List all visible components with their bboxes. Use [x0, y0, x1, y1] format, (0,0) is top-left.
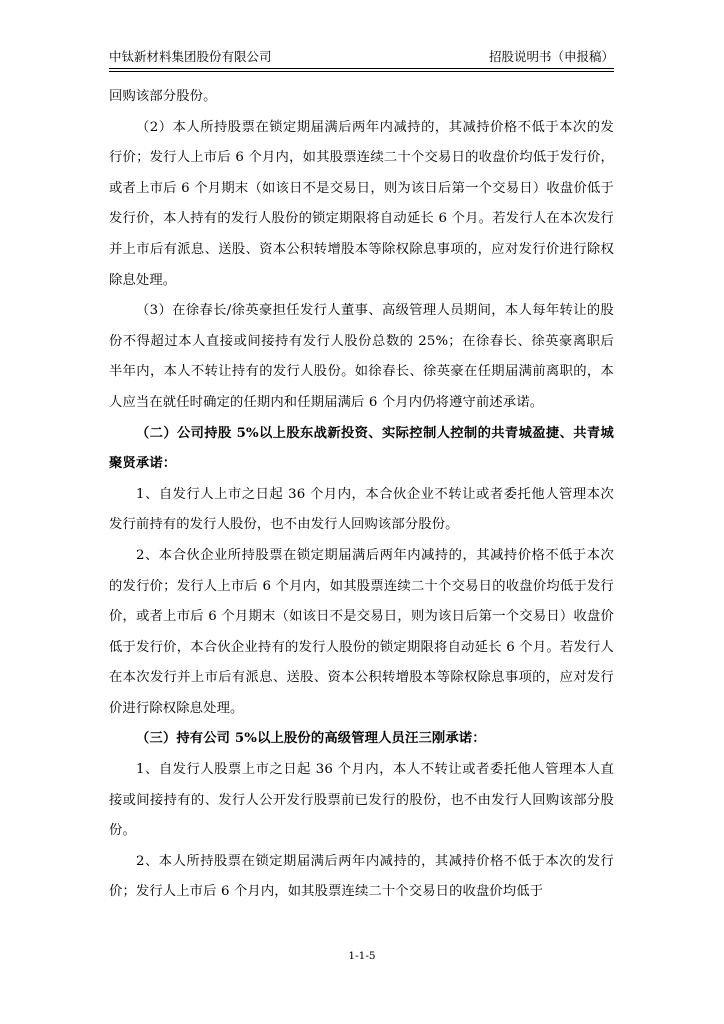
header-rule-bottom	[109, 71, 614, 72]
document-body	[109, 82, 614, 908]
page-header	[109, 48, 614, 68]
page-number: 1-1-5	[348, 950, 376, 962]
section-heading: （三）持有公司 5%以上股份的高级管理人员汪三刚承诺：	[136, 731, 486, 747]
paragraph: （2）本人所持股票在锁定期届满后两年内减持的，其减持价格不低于本次的发行价；发行人上市后 6 个月内，如其股票连续二十个交易日的收盘价均低于发行价，或者上市后 6 个月期末（如该日不是交易日，则为该日后第一个交易日）收盘价低于发行价，本人持有的发行人股份的锁定期限将自动延长 6 个月。若发行人在本次发行并上市后有派息、送股、资本公积转增股本等除权除息事项的，应对发行价进行除权除息处理。	[109, 119, 614, 288]
paragraph: （3）在徐春长/徐英豪担任发行人董事、高级管理人员期间，本人每年转让的股份不得超过本人直接或间接持有发行人股份总数的 25%；在徐春长、徐英豪离职后半年内，本人不转让持有的发行人股份。如徐春长、徐英豪在任期届满前离职的，本人应当在就任时确定的任期内和任期届满后 6 个月内仍将遵守前述承诺。	[109, 303, 614, 410]
paragraph: 2、本合伙企业所持股票在锁定期届满后两年内减持的，其减持价格不低于本次的发行价；发行人上市后 6 个月内，如其股票连续二十个交易日的收盘价均低于发行价，或者上市后 6 个月期末（如该日不是交易日，则为该日后第一个交易日）收盘价低于发行价，本合伙企业持有的发行人股份的锁定期限将自动延长 6 个月。若发行人在本次发行并上市后有派息、送股、资本公积转增股本等除权除息事项的，应对发行价进行除权除息处理。	[109, 547, 614, 716]
paragraph: 回购该部分股份。	[109, 89, 217, 104]
header-document-type: 招股说明书（申报稿）	[488, 49, 614, 64]
paragraph: 1、自发行人上市之日起 36 个月内，本合伙企业不转让或者委托他人管理本次发行前持有的发行人股份，也不由发行人回购该部分股份。	[109, 486, 614, 533]
header-company-name: 中钛新材料集团股份有限公司	[109, 49, 272, 64]
header-rule-top	[109, 68, 614, 69]
paragraph: 1、自发行人股票上市之日起 36 个月内，本人不转让或者委托他人管理本人直接或间接持有的、发行人公开发行股票前已发行的股份，也不由发行人回购该部分股份。	[109, 762, 614, 839]
section-heading: （二）公司持股 5%以上股东战新投资、实际控制人控制的共青城盈捷、共青城聚贤承诺：	[109, 425, 614, 472]
paragraph: 2、本人所持股票在锁定期届满后两年内减持的，其减持价格不低于本次的发行价；发行人上市后 6 个月内，如其股票连续二十个交易日的收盘价均低于	[109, 853, 614, 900]
